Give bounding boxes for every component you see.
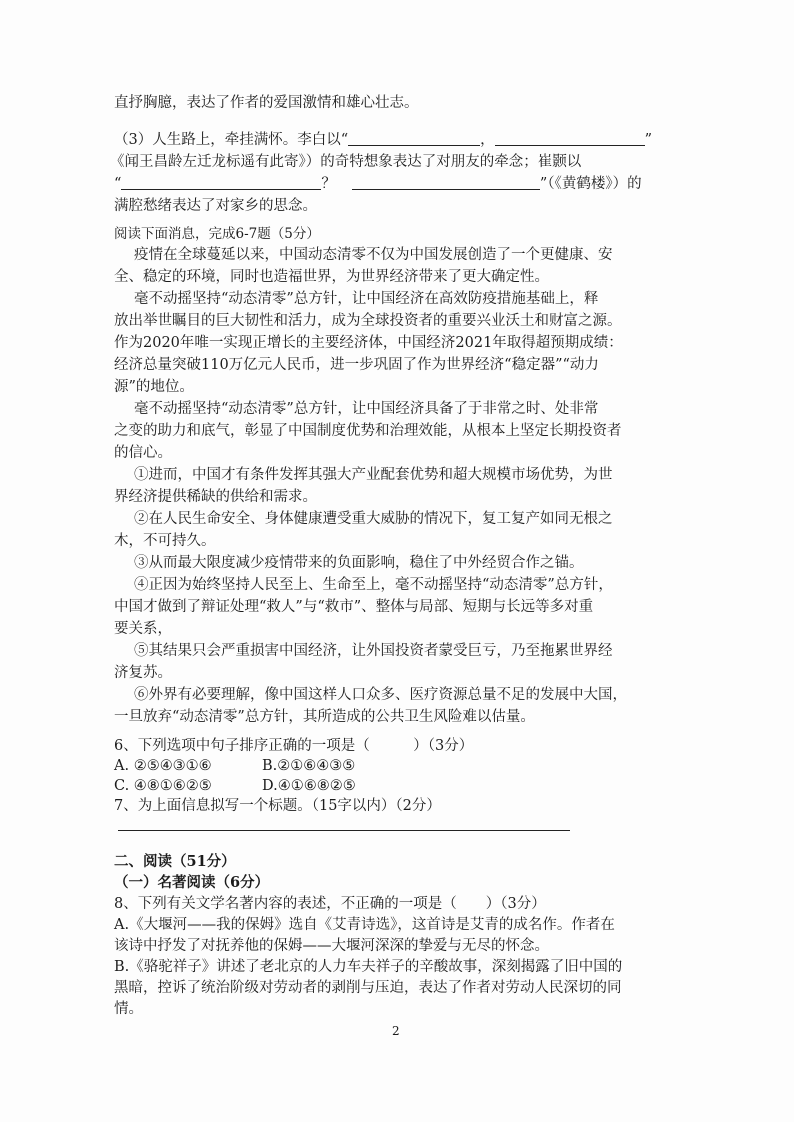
q6-option-d[interactable]: D.④①⑥⑧②⑤ [262, 778, 356, 794]
passage-line: 放出举世瞩目的巨大韧性和活力，成为全球投资者的重要兴业沃土和财富之源。 [114, 313, 622, 329]
q8-option-a-line-2: 该诗中抒发了对抚养他的保姆——大堰河深深的挚爱与无尽的怀念。 [114, 938, 549, 954]
q3-prompt: （3）人生路上，牵挂满怀。李白以“ [114, 132, 349, 148]
q8-stem: 8、下列有关文学名著内容的表述，不正确的一项是（ ）（3分） [114, 896, 546, 912]
passage-line: 作为2020年唯一实现正增长的主要经济体，中国经济2021年取得超预期成绩： [114, 335, 623, 351]
q6-option-a[interactable]: A. ②⑤④③①⑥ [114, 758, 212, 774]
q3-line-4: 满腔愁绪表达了对家乡的思念。 [114, 198, 317, 214]
reading-intro: 阅读下面消息，完成6-7题（5分） [114, 226, 320, 242]
q8-option-b-line-3: 情。 [114, 1001, 143, 1017]
q3-blank-1[interactable] [348, 131, 480, 146]
passage-line: 中国才做到了辩证处理“救人”与“救市”、整体与局部、短期与长远等多对重 [114, 599, 594, 615]
q8-option-b-line-2: 黑暗，控诉了统治阶级对劳动者的剥削与压迫，表达了作者对劳动人民深切的同 [114, 980, 622, 996]
q6-option-b[interactable]: B.②①⑥④③⑤ [262, 758, 356, 774]
poem-tail-text: 直抒胸臆，表达了作者的爱国激情和雄心壮志。 [114, 95, 419, 111]
q3-line-3 [114, 175, 642, 193]
q7-stem: 7、为上面信息拟写一个标题。（15字以内）（2分） [114, 798, 441, 814]
passage-line: ②在人民生命安全、身体健康遭受重大威胁的情况下，复工复产如同无根之 [134, 511, 613, 527]
q8-option-b-line-1[interactable]: B.《骆驼祥子》讲述了老北京的人力车夫祥子的辛酸故事，深刻揭露了旧中国的 [114, 959, 623, 975]
passage-line: ⑥外界有必要理解，像中国这样人口众多、医疗资源总量不足的发展中大国， [134, 687, 627, 703]
passage-line: 全、稳定的环境，同时也造福世界，为世界经济带来了更大确定性。 [114, 269, 549, 285]
q3-blank-2[interactable] [495, 131, 645, 146]
passage-line: 疫情在全球蔓延以来，中国动态清零不仅为中国发展创造了一个更健康、安 [134, 247, 613, 263]
q3-blank-4[interactable] [352, 175, 540, 190]
passage-line: 济复苏。 [114, 665, 172, 681]
passage-line: 要关系， [114, 621, 172, 637]
passage-line: ⑤其结果只会严重损害中国经济，让外国投资者蒙受巨亏，乃至拖累世界经 [134, 643, 613, 659]
page-number: 2 [392, 1024, 400, 1038]
passage-line: 的信心。 [114, 445, 172, 461]
passage-line: 界经济提供稀缺的供给和需求。 [114, 489, 317, 505]
q3-comma: ， [480, 132, 495, 148]
q3-line-1 [114, 131, 652, 149]
passage-line: 之变的助力和底气，彰显了中国制度优势和治理效能，从根本上坚定长期投资者 [114, 423, 622, 439]
q3-line-3-tail: ”（《黄鹤楼》）的 [539, 176, 642, 192]
passage-line: 毫不动摇坚持“动态清零”总方针，让中国经济在高效防疫措施基础上，释 [134, 291, 599, 307]
section-2-heading: 二、阅读（51分） [114, 853, 236, 870]
q6-stem: 6、下列选项中句子排序正确的一项是（ ）（3分） [114, 738, 474, 754]
q3-line-2: 《闻王昌龄左迁龙标遥有此寄》）的奇特想象表达了对朋友的牵念；崔颢以 [110, 154, 582, 170]
passage-line: ①进而，中国才有条件发挥其强大产业配套优势和超大规模市场优势，为世 [134, 467, 613, 483]
q3-open-quote: “ [114, 176, 122, 192]
subsection-1-heading: （一）名著阅读（6分） [114, 874, 270, 891]
q3-blank-3[interactable] [121, 175, 321, 190]
passage-line: ④正因为始终坚持人民至上、生命至上，毫不动摇坚持“动态清零”总方针， [134, 577, 613, 593]
q8-option-a-line-1[interactable]: A.《大堰河——我的保姆》选自《艾青诗选》，这首诗是艾青的成名作。作者在 [114, 917, 615, 933]
passage-line: 毫不动摇坚持“动态清零”总方针，让中国经济具备了于非常之时、处非常 [134, 401, 599, 417]
passage-line: 源”的地位。 [114, 379, 194, 395]
q7-answer-line[interactable] [118, 830, 570, 831]
passage-line: 经济总量突破110万亿元人民币，进一步巩固了作为世界经济“稳定器”“动力 [114, 357, 599, 373]
passage-line: 一旦放弃“动态清零”总方针，其所造成的公共卫生风险难以估量。 [114, 709, 535, 725]
passage-line: ③从而最大限度减少疫情带来的负面影响，稳住了中外经贸合作之锚。 [134, 555, 584, 571]
q3-close-quote: ” [644, 132, 653, 148]
q6-option-c[interactable]: C. ④⑧①⑥②⑤ [114, 778, 212, 794]
passage-line: 木，不可持久。 [114, 533, 216, 549]
q3-question-mark: ？ [321, 176, 336, 192]
